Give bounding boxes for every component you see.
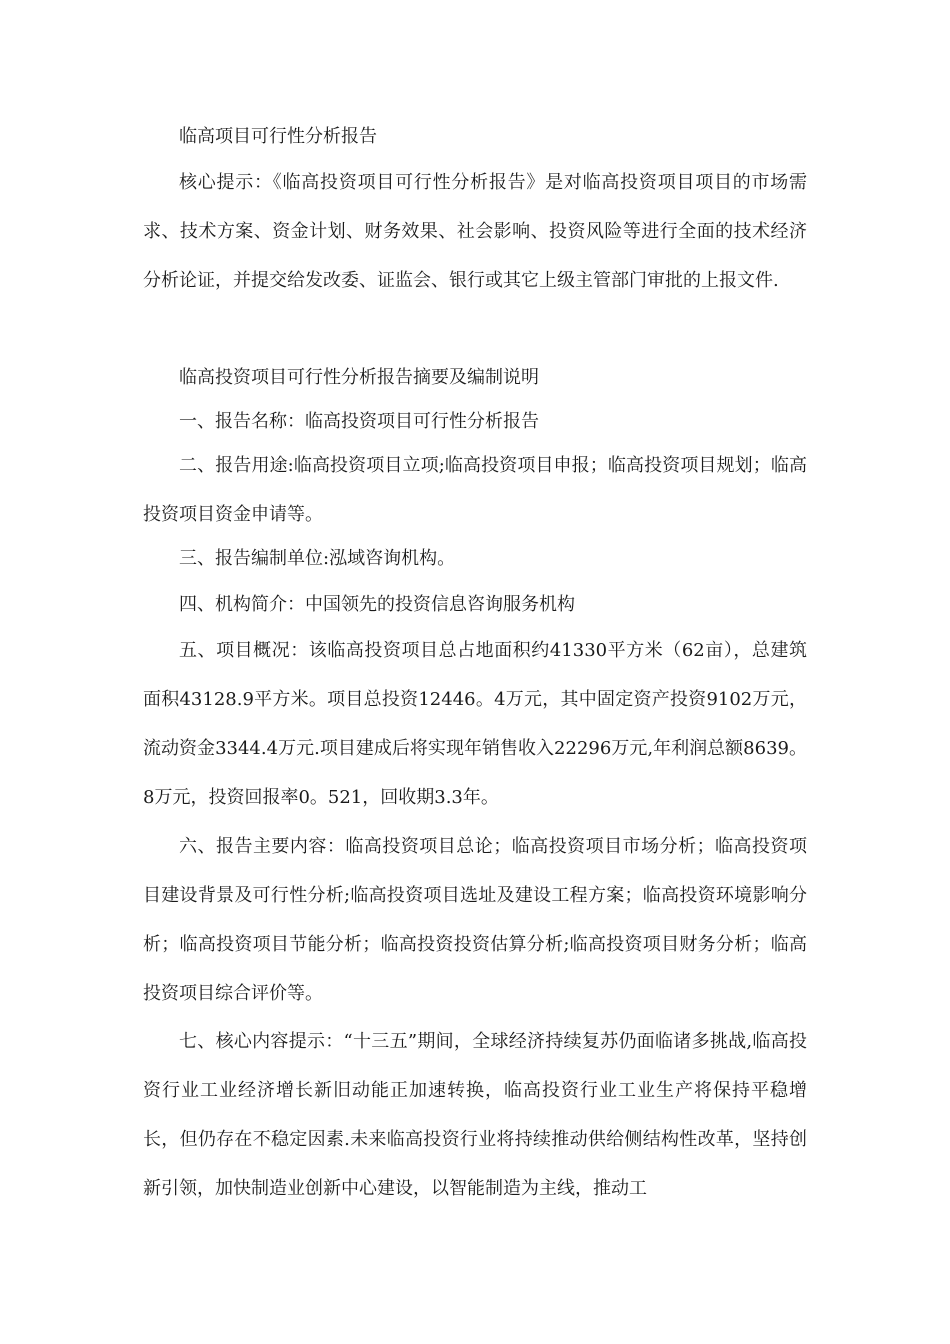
core-hint-paragraph: 核心提示：《临高投资项目可行性分析报告》是对临高投资项目项目的市场需求、技术方案、资金计划、财务效果、社会影响、投资风险等进行全面的技术经济分析论证，并提交给发改委、证监会、银行或其它上级主管部门审批的上报文件. bbox=[143, 172, 807, 291]
report-usage-item: 二、报告用途:临高投资项目立项;临高投资项目申报；临高投资项目规划；临高投资项目资金申请等。 bbox=[143, 455, 807, 525]
document-title: 临高项目可行性分析报告 bbox=[179, 126, 377, 147]
report-compiler-item: 三、报告编制单位:泓域咨询机构。 bbox=[179, 548, 456, 569]
core-content-item: 七、核心内容提示：“十三五”期间，全球经济持续复苏仍面临诸多挑战,临高投资行业工业经济增长新旧动能正加速转换，临高投资行业工业生产将保持平稳增长，但仍存在不稳定因素.未来临高投资行业将持续推动供给侧结构性改革，坚持创新引领，加快制造业创新中心建设，以智能制造为主线，推动工 bbox=[143, 1031, 807, 1199]
report-contents-item: 六、报告主要内容：临高投资项目总论；临高投资项目市场分析；临高投资项目建设背景及可行性分析;临高投资项目选址及建设工程方案；临高投资环境影响分析；临高投资项目节能分析；临高投资投资估算分析;临高投资项目财务分析；临高投资项目综合评价等。 bbox=[143, 836, 807, 1004]
summary-heading: 临高投资项目可行性分析报告摘要及编制说明 bbox=[179, 367, 539, 388]
institution-intro-item: 四、机构简介：中国领先的投资信息咨询服务机构 bbox=[179, 594, 575, 615]
project-overview-item: 五、项目概况：该临高投资项目总占地面积约41330平方米（62亩），总建筑面积43128.9平方米。项目总投资12446。4万元，其中固定资产投资9102万元，流动资金3344.4万元.项目建成后将实现年销售收入22296万元,年利润总额8639。8万元，投资回报率0。521，回收期3.3年。 bbox=[143, 640, 807, 808]
report-name-item: 一、报告名称：临高投资项目可行性分析报告 bbox=[179, 411, 539, 432]
